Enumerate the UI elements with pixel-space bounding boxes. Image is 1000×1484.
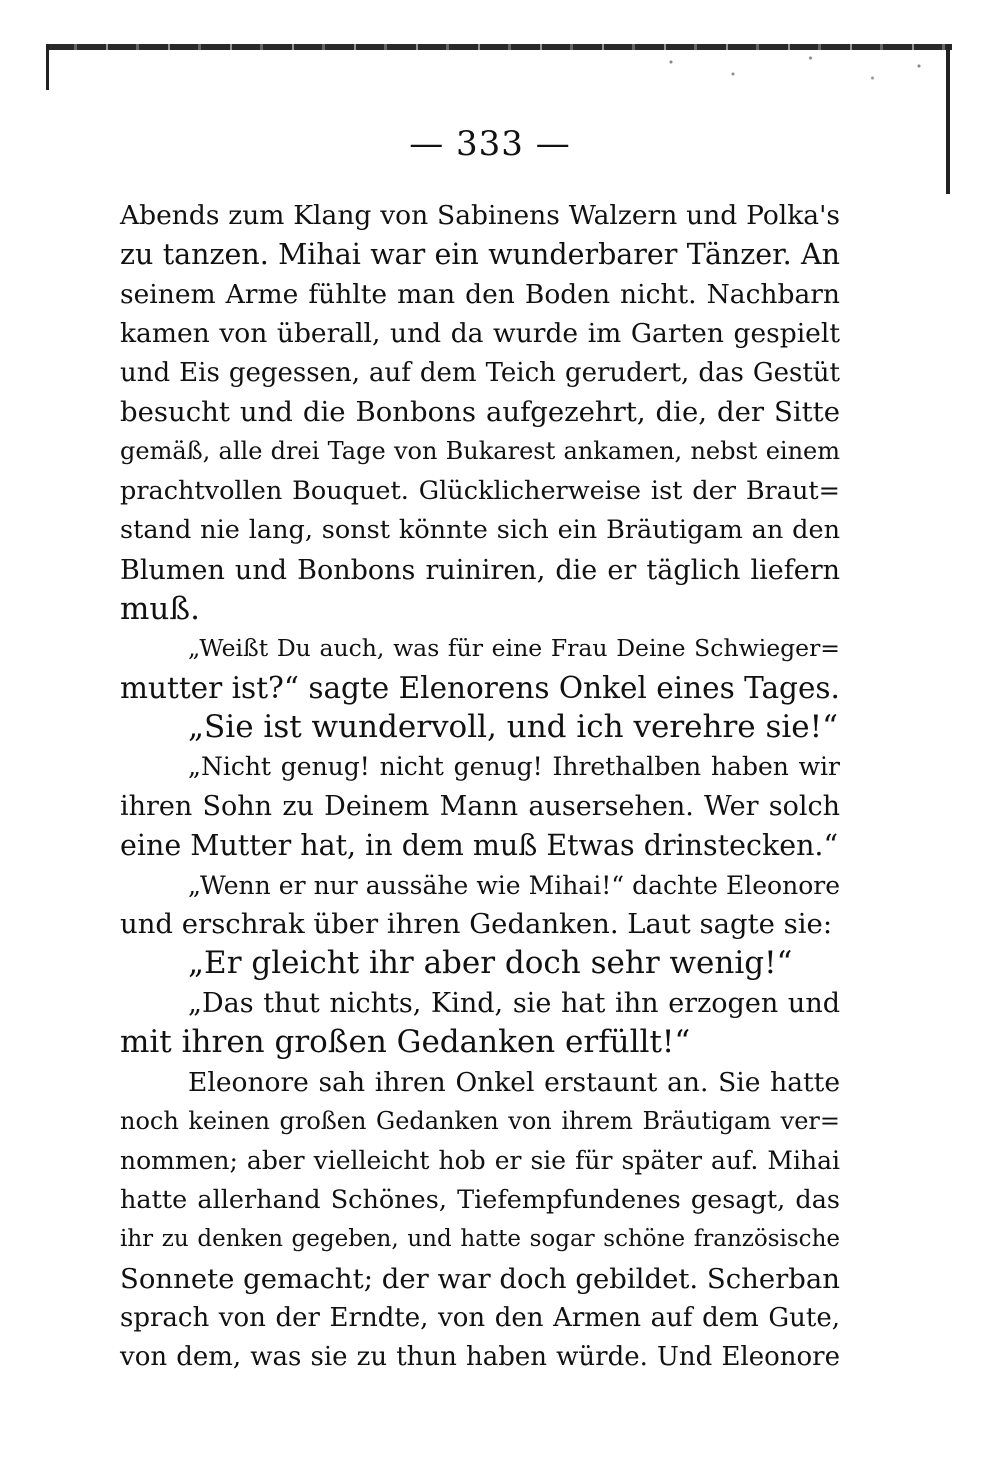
- text-line: sprach von der Erndte, von den Armen auf dem Gute,: [120, 1302, 840, 1333]
- text-line: Abends zum Klang von Sabinens Walzern und Polka's: [120, 200, 840, 231]
- left-border-tick: [46, 44, 49, 90]
- text-line: „Er gleicht ihr aber doch sehr wenig!“: [188, 945, 793, 982]
- text-line: seinem Arme fühlte man den Boden nicht. Nachbarn: [120, 278, 840, 310]
- text-line: mit ihren großen Gedanken erfüllt!“: [120, 1024, 691, 1061]
- print-speckle: [640, 50, 950, 90]
- text-line: und erschrak über ihren Gedanken. Laut sagte sie:: [120, 908, 833, 941]
- page-number: — 333 —: [409, 124, 571, 164]
- text-line: Sonnete gemacht; der war doch gebildet. Scherban: [120, 1262, 840, 1295]
- text-line: „Nicht genug! nicht genug! Ihrethalben haben wir: [188, 752, 840, 782]
- text-line: ihr zu denken gegeben, und hatte sogar schöne französische: [120, 1226, 840, 1253]
- text-line: noch keinen großen Gedanken von ihrem Bräutigam ver=: [120, 1106, 840, 1135]
- text-line: „Das thut nichts, Kind, sie hat ihn erzogen und: [188, 987, 840, 1019]
- text-line: Eleonore sah ihren Onkel erstaunt an. Sie hatte: [188, 1066, 840, 1098]
- right-border-edge: [946, 44, 950, 194]
- text-line: „Weißt Du auch, was für eine Frau Deine Schwieger=: [188, 634, 840, 663]
- text-line: Blumen und Bonbons ruiniren, die er täglich liefern: [120, 554, 840, 586]
- text-line: prachtvollen Bouquet. Glücklicherweise ist der Braut=: [120, 475, 840, 506]
- text-line: zu tanzen. Mihai war ein wunderbarer Tänzer. An: [120, 238, 840, 272]
- text-line: „Sie ist wundervoll, und ich verehre sie!“: [188, 709, 838, 746]
- text-line: von dem, was sie zu thun haben würde. Und Eleonore: [120, 1342, 840, 1373]
- text-line: stand nie lang, sonst könnte sich ein Bräutigam an den: [120, 515, 840, 546]
- text-line: „Wenn er nur aussähe wie Mihai!“ dachte Eleonore: [188, 870, 840, 900]
- text-line: nommen; aber vielleicht hob er sie für später auf. Mihai: [120, 1146, 840, 1176]
- text-line: muß.: [120, 590, 200, 627]
- text-line: hatte allerhand Schönes, Tiefempfundenes gesagt, das: [120, 1184, 840, 1215]
- text-line: mutter ist?“ sagte Elenorens Onkel eines Tages.: [120, 670, 840, 705]
- text-line: und Eis gegessen, auf dem Teich gerudert, das Gestüt: [120, 357, 840, 388]
- body-text: [120, 196, 840, 1378]
- text-line: besucht und die Bonbons aufgezehrt, die, der Sitte: [120, 395, 840, 428]
- text-line: gemäß, alle drei Tage von Bukarest ankamen, nebst einem: [120, 437, 840, 466]
- text-line: ihren Sohn zu Deinem Mann ausersehen. Wer solch: [120, 790, 840, 822]
- text-line: kamen von überall, und da wurde im Garten gespielt: [120, 318, 840, 350]
- text-line: eine Mutter hat, in dem muß Etwas drinstecken.“: [120, 829, 839, 863]
